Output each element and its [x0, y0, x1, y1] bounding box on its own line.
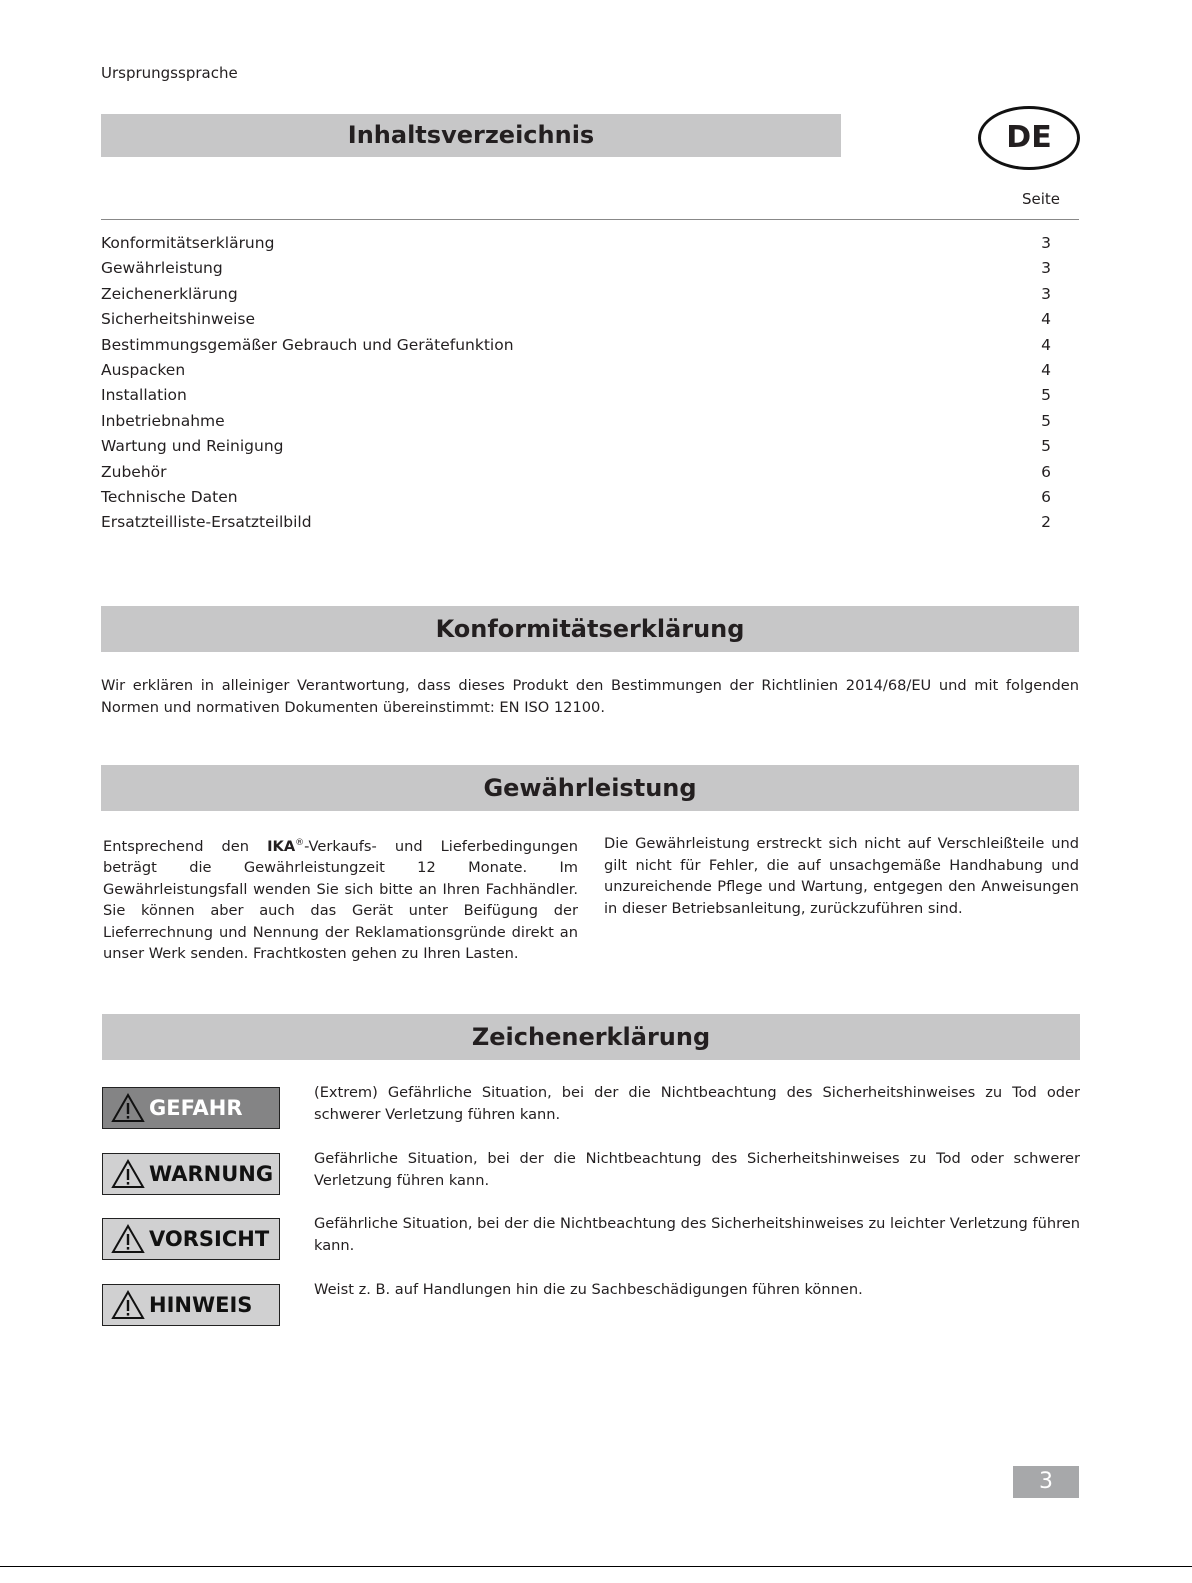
- source-language-note: Ursprungssprache: [101, 64, 238, 82]
- toc-entry-label: Gewährleistung: [101, 259, 223, 278]
- signal-word-description: Gefährliche Situation, bei der die Nichtbeachtung des Sicherheitshinweises zu leichter Verletzung führen kann.: [314, 1215, 1080, 1254]
- toc-title: Inhaltsverzeichnis: [101, 114, 841, 157]
- toc-entry[interactable]: [101, 256, 1051, 281]
- toc-entry-label: Installation: [101, 386, 187, 405]
- toc-entry-page: 5: [1041, 411, 1051, 430]
- registered-mark: ®: [295, 838, 305, 848]
- toc-entry[interactable]: [101, 383, 1051, 408]
- warranty-text-left: [103, 833, 578, 965]
- signal-word-description: Gefährliche Situation, bei der die Nichtbeachtung des Sicherheitshinweises zu Tod oder schwerer Verletzung führen kann.: [314, 1150, 1080, 1189]
- signal-word-description: (Extrem) Gefährliche Situation, bei der die Nichtbeachtung des Sicherheitshinweises zu Tod oder schwerer Verletzung führen kann.: [314, 1084, 1080, 1123]
- signal-word-label: GEFAHR: [149, 1096, 243, 1120]
- toc-entry-label: Sicherheitshinweise: [101, 310, 256, 329]
- toc-entry-page: 2: [1041, 513, 1051, 532]
- signal-word-gefahr: [102, 1087, 280, 1129]
- signal-word-hinweis: [102, 1284, 280, 1326]
- warning-triangle-icon: [111, 1290, 145, 1320]
- toc-entry[interactable]: [101, 231, 1051, 256]
- toc-entry[interactable]: [101, 434, 1051, 459]
- toc-page-header: Seite: [1022, 190, 1061, 208]
- toc-entry-page: 6: [1041, 462, 1051, 481]
- page-number: 3: [1013, 1466, 1079, 1498]
- page-bottom-divider: [0, 1566, 1192, 1567]
- conformity-text: Wir erklären in alleiniger Verantwortung, dass dieses Produkt den Bestimmungen der Richtlinien 2014/68/EU und mit folgenden Normen und normativen Dokumenten übereinstimmt: EN ISO 12100.: [101, 677, 1079, 716]
- toc-entry-label: Bestimmungsgemäßer Gebrauch und Gerätefunktion: [101, 335, 514, 354]
- toc-entry-page: 4: [1041, 310, 1051, 329]
- signal-word-description: Weist z. B. auf Handlungen hin die zu Sachbeschädigungen führen können.: [314, 1281, 863, 1298]
- toc-entry-page: 6: [1041, 487, 1051, 506]
- toc-entry-label: Ersatzteilliste-Ersatzteilbild: [101, 513, 312, 532]
- toc-entry[interactable]: [101, 282, 1051, 307]
- toc-entry-label: Auspacken: [101, 360, 186, 379]
- brand-name: IKA: [267, 837, 296, 855]
- toc-entry-page: 3: [1041, 234, 1051, 252]
- toc-entry[interactable]: [101, 460, 1051, 485]
- warranty-text-right: Die Gewährleistung erstreckt sich nicht auf Verschleißteile und gilt nicht für Fehler, die auf unsachgemäße Handhabung und unzureichende Pflege und Wartung, entgegen den Anweisungen in dieser Betriebsanleitung, zurückzuführen sind.: [604, 835, 1079, 917]
- symbols-section-title: Zeichenerklärung: [102, 1014, 1080, 1060]
- warning-triangle-icon: [111, 1159, 145, 1189]
- toc-entry-label: Konformitätserklärung: [101, 234, 275, 252]
- toc-entry[interactable]: [101, 307, 1051, 332]
- signal-word-warnung: [102, 1153, 280, 1195]
- toc-entry[interactable]: [101, 510, 1051, 535]
- toc-entry-page: 4: [1041, 360, 1051, 379]
- language-badge: DE: [978, 106, 1080, 170]
- toc-entry-page: 3: [1041, 284, 1051, 303]
- signal-word-vorsicht: [102, 1218, 280, 1260]
- warning-triangle-icon: [111, 1224, 145, 1254]
- toc-entry-label: Zubehör: [101, 462, 167, 481]
- toc-entry-label: Inbetriebnahme: [101, 411, 225, 430]
- signal-word-label: VORSICHT: [149, 1227, 270, 1251]
- toc-entry-page: 4: [1041, 335, 1051, 354]
- conformity-section-title: Konformitätserklärung: [101, 606, 1079, 652]
- toc-entry-label: Zeichenerklärung: [101, 284, 238, 303]
- warranty-section-title: Gewährleistung: [101, 765, 1079, 811]
- toc-entry[interactable]: [101, 358, 1051, 383]
- toc-entry-label: Technische Daten: [101, 487, 238, 506]
- warranty-left-prefix: Entsprechend den: [103, 837, 268, 855]
- warranty-left-rest: -Verkaufs- und Lieferbedingungen beträgt die Gewährleistungzeit 12 Monate. Im Gewährleistungsfall wenden Sie sich bitte an Ihren Fachhändler. Sie können aber auch das Gerät unter Beifügung der Lieferrechnung und Nennung der Reklamationsgründe direkt an unser Werk senden. Frachtkosten gehen zu Ihren Lasten.: [103, 837, 578, 963]
- warning-triangle-icon: [111, 1093, 145, 1123]
- toc-entry[interactable]: [101, 485, 1051, 510]
- signal-word-label: WARNUNG: [149, 1162, 274, 1186]
- toc-entry-label: Wartung und Reinigung: [101, 437, 284, 456]
- toc-entry-page: 5: [1041, 437, 1051, 456]
- toc-entry-page: 5: [1041, 386, 1051, 405]
- toc-entry[interactable]: [101, 333, 1051, 358]
- toc-list: [101, 231, 1051, 536]
- toc-entry-page: 3: [1041, 259, 1051, 278]
- toc-entry[interactable]: [101, 409, 1051, 434]
- signal-word-label: HINWEIS: [149, 1293, 253, 1317]
- toc-divider: [101, 219, 1079, 220]
